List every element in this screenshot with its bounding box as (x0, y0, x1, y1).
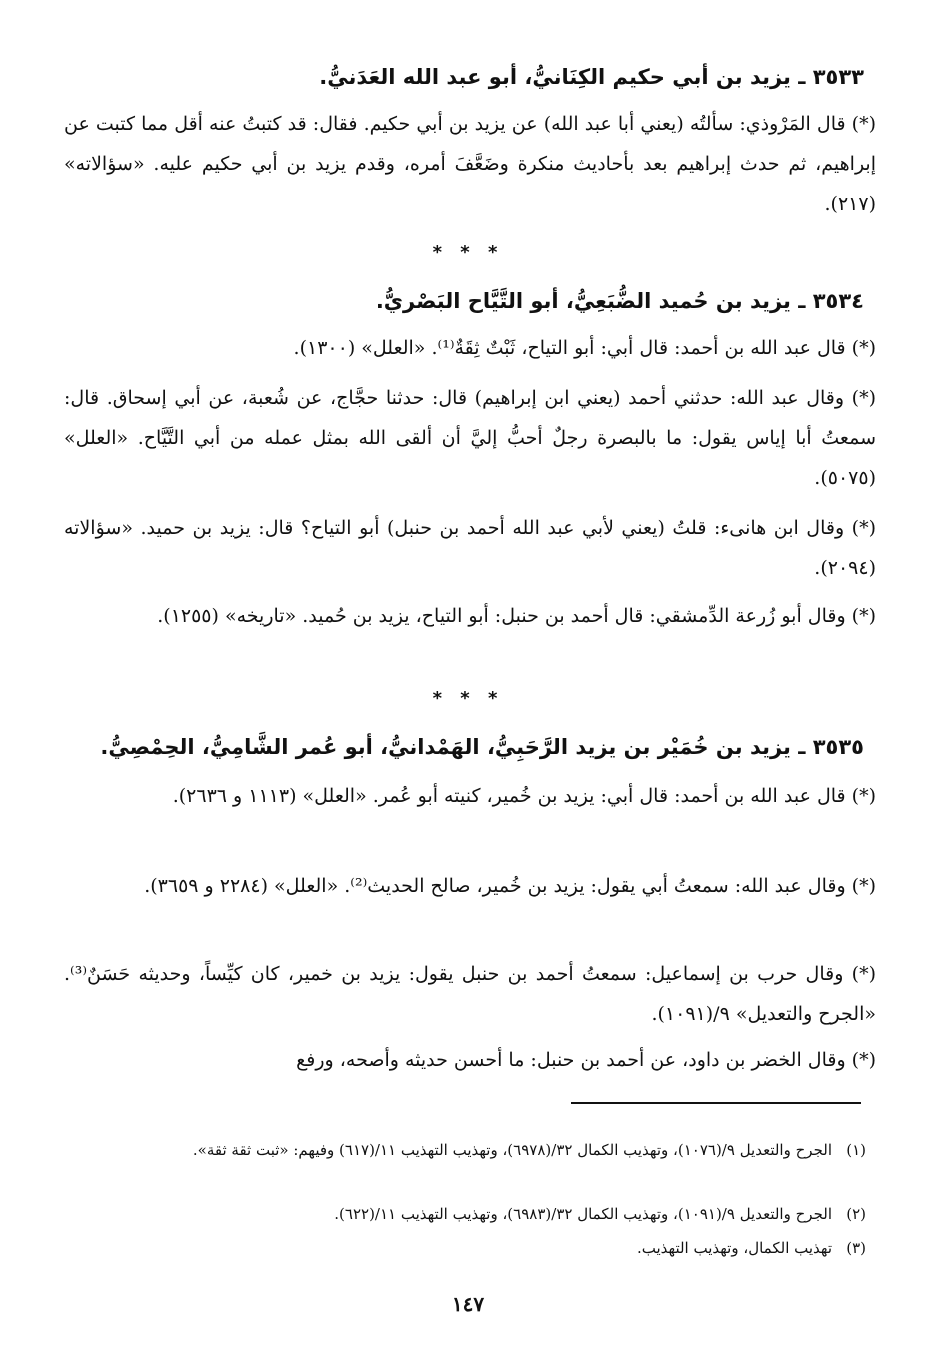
entry-3534-paragraph-2: (*) وقال عبد الله: حدثني أحمد (يعني ابن إبراهيم) قال: حدثنا حجَّاج، عن شُعبة، عن أبي إسحاق. قال: سمعتُ أبا إياس يقول: ما بالبصرة رجلٌ أحبُّ إليَّ أن ألقى الله بمثل عمله من أبي التَّيَّاح. «العلل» (٥٠٧٥). (64, 387, 876, 489)
footnote-number: (٢) (846, 1205, 866, 1223)
footnote-1 (66, 1134, 866, 1166)
entry-3534-paragraph-1: (*) قال عبد الله بن أحمد: قال أبي: أبو التياح، ثَبْتٌ ثِقَةٌ⁽¹⁾. «العلل» (١٣٠٠). (293, 337, 876, 359)
footnote-text: تهذيب الكمال، وتهذيب التهذيب. (636, 1239, 832, 1257)
entry-3535-paragraph-3: (*) وقال حرب بن إسماعيل: سمعتُ أحمد بن حنبل يقول: يزيد بن خمير، كان كيِّساً، وحديثه حَسَنٌ⁽³⁾. «الجرح والتعديل» ٩/(١٠٩١). (64, 963, 876, 1025)
footnote-number: (٣) (846, 1239, 866, 1257)
entry-title-3535: ٣٥٣٥ ـ يزيد بن خُمَيْر بن يزيد الرَّحَبِيُّ، الهَمْدانيُّ، أبو عُمر الشَّامِيُّ، الحِمْصِيُّ. (100, 735, 864, 759)
section-separator-2: * * * (432, 688, 504, 709)
footnote-text: الجرح والتعديل ٩/(١٠٧٦)، وتهذيب الكمال ٣٢/(٦٩٧٨)، وتهذيب التهذيب ١١/(٦١٧) وفيهم: «ثبت ثقة ثقة». (192, 1141, 832, 1159)
page-number: ١٤٧ (451, 1292, 485, 1316)
footnote-number: (١) (846, 1141, 866, 1159)
entry-3534-paragraph-4: (*) وقال أبو زُرعة الدِّمشقي: قال أحمد بن حنبل: أبو التياح، يزيد بن حُميد. «تاريخه» (١٢٥٥). (157, 605, 876, 627)
entry-title-3534: ٣٥٣٤ ـ يزيد بن حُميد الضُّبَعِيُّ، أبو التَّيَّاح البَصْريُّ. (375, 289, 864, 313)
entry-3535-paragraph-4: (*) وقال الخضر بن داود، عن أحمد بن حنبل: ما أحسن حديثه وأصحه، ورفع (296, 1049, 876, 1071)
entry-3535-paragraph-1: (*) قال عبد الله بن أحمد: قال أبي: يزيد بن خُمير، كنيته أبو عُمر. «العلل» (١١١٣ و ٢٦٣٦). (172, 785, 876, 807)
section-separator-1: * * * (432, 242, 504, 263)
entry-3533-paragraph-1: (*) قال المَرْوذي: سألتُه (يعني أبا عبد الله) عن يزيد بن أبي حكيم. فقال: قد كتبتُ عنه أقل مما كتبت عن إبراهيم، ثم حدث إبراهيم بعد بأحاديث منكرة وضَعَّفَ أمره، وقدم يزيد بن أبي حكيم عليه. «سؤالاته» (٢١٧). (64, 113, 876, 215)
entry-3535-paragraph-2: (*) وقال عبد الله: سمعتُ أبي يقول: يزيد بن خُمير، صالح الحديث⁽²⁾. «العلل» (٢٢٨٤ و ٣٦٥٩). (144, 875, 876, 897)
footnote-separator-rule (571, 1102, 861, 1104)
footnote-text: الجرح والتعديل ٩/(١٠٩١)، وتهذيب الكمال ٣٢/(٦٩٨٣)، وتهذيب التهذيب ١١/(٦٢٢). (334, 1205, 832, 1223)
entry-3534-paragraph-3: (*) وقال ابن هانىء: قلتُ (يعني لأبي عبد الله أحمد بن حنبل) أبو التياح؟ قال: يزيد بن حميد. «سؤالاته (٢٠٩٤). (64, 517, 876, 579)
entry-title-3533: ٣٥٣٣ ـ يزيد بن أبي حكيم الكِنَانيُّ، أبو عبد الله العَدَنيُّ. (319, 65, 864, 89)
footnote-2 (66, 1198, 866, 1230)
footnote-3 (66, 1232, 866, 1264)
